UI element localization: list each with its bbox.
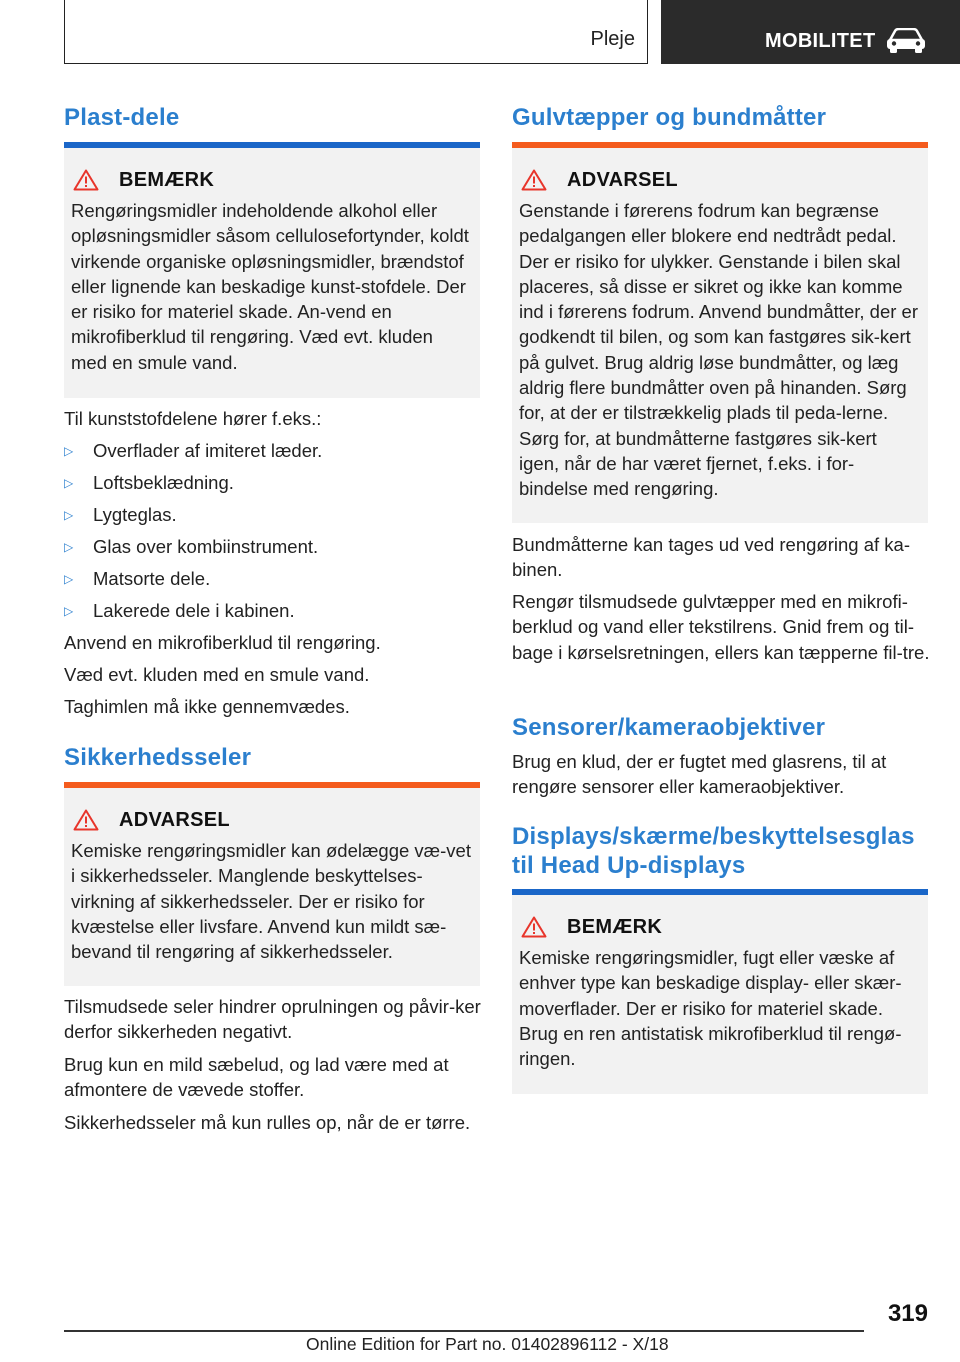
note-title: BEMÆRK: [567, 915, 663, 938]
edition-text: Online Edition for Part no. 01402896112 - X/18: [306, 1334, 669, 1354]
plast-paragraph-2: Væd evt. kluden med en smule vand.: [64, 664, 370, 685]
sensor-text: Brug en klud, der er fugtet med glasrens, til at rengøre sensorer eller kameraobjektiver.: [512, 751, 887, 798]
warning-text: Genstande i førerens fodrum kan begrænse pedalgangen eller blokere end nedtrådt pedal. Der er risiko for ulykker. Genstande i bilen skal placeres, så disse er sikret og ikke kan komme ind i førerens fodrum. Anvend bundmåtter, der er godkendt til bilen, og som kan fastgøres sik‐kert på gulvet. Brug aldrig løse bundmåtter, og læg aldrig flere bundmåtter oven på hinanden. Sørg for, at der er tilstrækkelig plads til peda‐lerne. Sørg for, at bundmåtterne fastgøres sik‐kert igen, når de har været fjernet, f.eks. i for‐bindelse med rengøring.: [519, 200, 918, 500]
warning-triangle-icon: [73, 169, 99, 191]
belt-paragraph-1: Tilsmudsede seler hindrer oprulningen og påvir‐ker derfor sikkerheden negativt.: [64, 996, 481, 1043]
note-box: [64, 148, 480, 398]
warning-triangle-icon: [521, 169, 547, 191]
mats-paragraph-1: Bundmåtterne kan tages ud ved rengøring af ka‐binen.: [512, 534, 910, 581]
list-item: ▷ Loftsbeklædning.: [64, 470, 234, 496]
footer-rule: [64, 1330, 864, 1332]
warning-triangle-icon: [521, 916, 547, 938]
triangle-bullet-icon: ▷: [64, 476, 74, 490]
chapter-title: MOBILITET: [765, 30, 876, 52]
heading-displays-line-2: til Head Up-displays: [512, 852, 746, 879]
warning-box: [64, 788, 480, 986]
car-icon: [885, 28, 927, 54]
list-item: ▷ Glas over kombiinstrument.: [64, 534, 318, 560]
triangle-bullet-icon: ▷: [64, 444, 74, 458]
warning-title: ADVARSEL: [567, 168, 678, 191]
heading-plast-dele: Plast-dele: [64, 104, 180, 131]
heading-sensorer: Sensorer/kameraobjektiver: [512, 714, 826, 741]
note-text: Rengøringsmidler indeholdende alkohol eller opløsningsmidler såsom cellulosefortynder, koldt virkende organiske opløsningsmidler, brændstof eller lignende kan beskadige kunst‐stofdele. Der er risiko for materiel skade. An‐vend en mikrofiberklud til rengøring. Væd evt. kluden med en smule vand.: [71, 200, 469, 373]
note-title: BEMÆRK: [119, 168, 215, 191]
warning-text: Kemiske rengøringsmidler kan ødelægge væ‐vet i sikkerhedsseler. Manglende beskyttelses‐virkning af sikkerhedsseler. Der er risiko for kvæstelse eller livsfare. Anvend kun mildt sæ‐bevand til rengøring af sikkerhedsseler.: [71, 840, 471, 963]
list-item: ▷ Matsorte dele.: [64, 566, 210, 592]
plast-paragraph-3: Taghimlen må ikke gennemvædes.: [64, 696, 350, 717]
list-item: ▷ Overflader af imiteret læder.: [64, 438, 322, 464]
note-text: Kemiske rengøringsmidler, fugt eller væske af enhver type kan beskadige display- eller skær‐moverflader. Der er risiko for materiel skade. Brug en ren antistatisk mikrofiberklud til rengø‐ringen.: [519, 947, 902, 1070]
list-item: ▷ Lakerede dele i kabinen.: [64, 598, 295, 624]
triangle-bullet-icon: ▷: [64, 604, 74, 618]
heading-displays-line-1: Displays/skærme/beskyttelsesglas: [512, 823, 915, 850]
warning-triangle-icon: [73, 809, 99, 831]
triangle-bullet-icon: ▷: [64, 540, 74, 554]
triangle-bullet-icon: ▷: [64, 572, 74, 586]
warning-box: [512, 148, 928, 523]
plast-intro: Til kunststofdelene hører f.eks.:: [64, 408, 322, 429]
plast-paragraph-1: Anvend en mikrofiberklud til rengøring.: [64, 632, 381, 653]
heading-sikkerhedsseler: Sikkerhedsseler: [64, 744, 252, 771]
note-box: [512, 895, 928, 1094]
mats-paragraph-2: Rengør tilsmudsede gulvtæpper med en mikrofi‐berklud og vand eller tekstilrens. Gnid frem og til‐bage i kørselsretningen, ellers kan tæpperne fil‐tre.: [512, 591, 930, 663]
heading-gulvtaepper: Gulvtæpper og bundmåtter: [512, 104, 827, 131]
section-title: Pleje: [590, 28, 635, 50]
list-item: ▷ Lygteglas.: [64, 502, 177, 528]
header-section-box: [64, 0, 648, 64]
belt-paragraph-3: Sikkerhedsseler må kun rulles op, når de er tørre.: [64, 1112, 471, 1133]
warning-title: ADVARSEL: [119, 808, 230, 831]
header-chapter-box: [661, 0, 960, 64]
belt-paragraph-2: Brug kun en mild sæbelud, og lad være med at afmontere de vævede stoffer.: [64, 1054, 449, 1101]
page-number: 319: [887, 1300, 928, 1327]
triangle-bullet-icon: ▷: [64, 508, 74, 522]
